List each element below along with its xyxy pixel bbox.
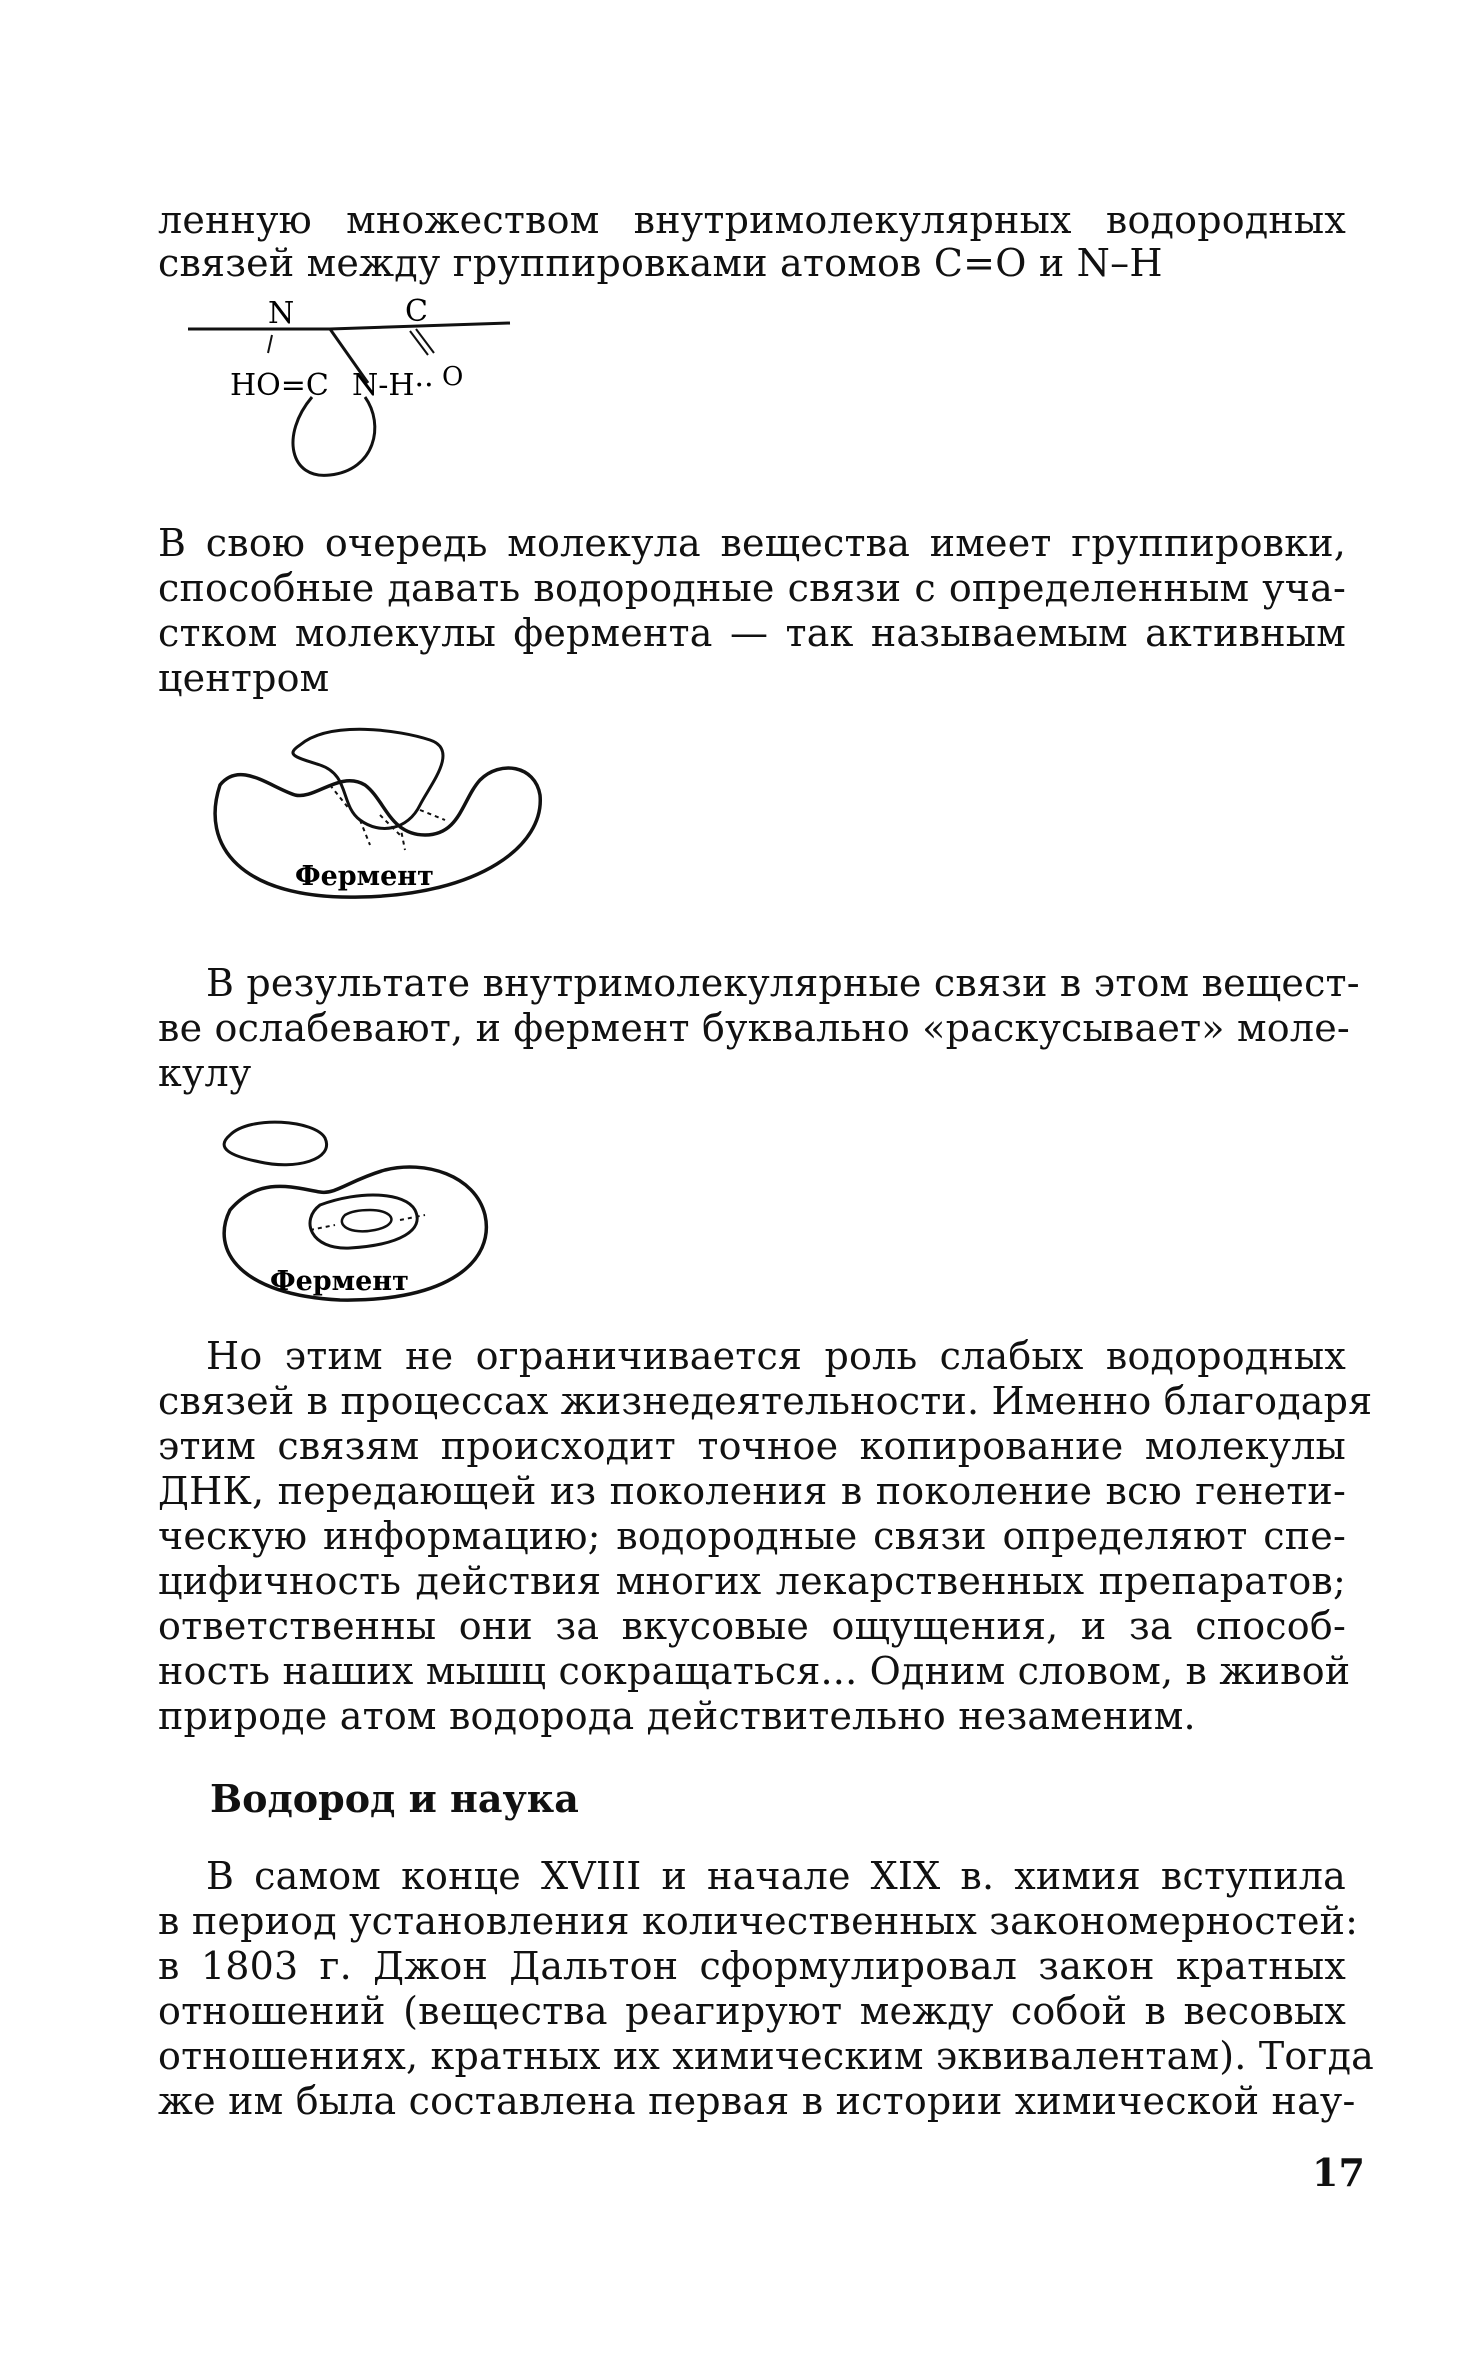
text-line: стком молекулы фермента — так называемым активным [158, 611, 1346, 655]
hydroxyl-group-label: HO=C [230, 368, 329, 403]
hydrogen-bond-diagram [180, 285, 520, 485]
text-line: кулу [158, 1051, 252, 1095]
oxygen-label: O [442, 362, 464, 392]
text-line: же им была составлена первая в истории химической нау- [158, 2079, 1356, 2123]
nh-group-label: N-H·· [352, 368, 434, 403]
text-line: способные давать водородные связи с определенным уча- [158, 566, 1346, 610]
text-line: этим связям происходит точное копирование молекулы [158, 1424, 1346, 1468]
text-line: центром [158, 656, 330, 700]
enzyme-label: Фермент [295, 861, 434, 892]
text-line: ве ослабевают, и фермент буквально «раскусывает» моле- [158, 1006, 1350, 1050]
text-line: ДНК, передающей из поколения в поколение всю генети- [158, 1469, 1346, 1513]
page-number: 17 [1312, 2150, 1365, 2195]
text-line: связей в процессах жизнедеятельности. Именно благодаря [158, 1379, 1373, 1423]
text-line: цифичность действия многих лекарственных препаратов; [158, 1559, 1346, 1603]
enzyme-active-center-figure [200, 725, 560, 905]
text-line: связей между группировками атомов C=O и N–H [158, 241, 1163, 285]
text-line: ответственны они за вкусовые ощущения, и за способ- [158, 1604, 1346, 1648]
nitrogen-label: N [268, 296, 295, 331]
text-line: Но этим не ограничивается роль слабых водородных [206, 1334, 1346, 1378]
text-line: ленную множеством внутримолекулярных водородных [158, 198, 1346, 242]
text-line: природе атом водорода действительно незаменим. [158, 1694, 1196, 1738]
text-line: ность наших мышц сокращаться... Одним словом, в живой [158, 1649, 1351, 1693]
text-line: отношений (вещества реагируют между собой в весовых [158, 1989, 1346, 2033]
enzyme-label: Фермент [270, 1266, 409, 1297]
text-line: В результате внутримолекулярные связи в этом вещест- [206, 961, 1360, 1005]
enzyme-splitting-figure [200, 1120, 500, 1305]
text-line: В самом конце XVIII и начале XIX в. химия вступила [206, 1854, 1346, 1898]
text-line: ческую информацию; водородные связи определяют спе- [158, 1514, 1346, 1558]
section-heading: Водород и наука [210, 1776, 579, 1821]
carbon-label: C [405, 294, 428, 329]
text-line: В свою очередь молекула вещества имеет группировки, [158, 521, 1346, 565]
text-line: в период установления количественных закономерностей: [158, 1899, 1359, 1943]
text-line: в 1803 г. Джон Дальтон сформулировал закон кратных [158, 1944, 1346, 1988]
text-line: отношениях, кратных их химическим эквивалентам). Тогда [158, 2034, 1375, 2078]
